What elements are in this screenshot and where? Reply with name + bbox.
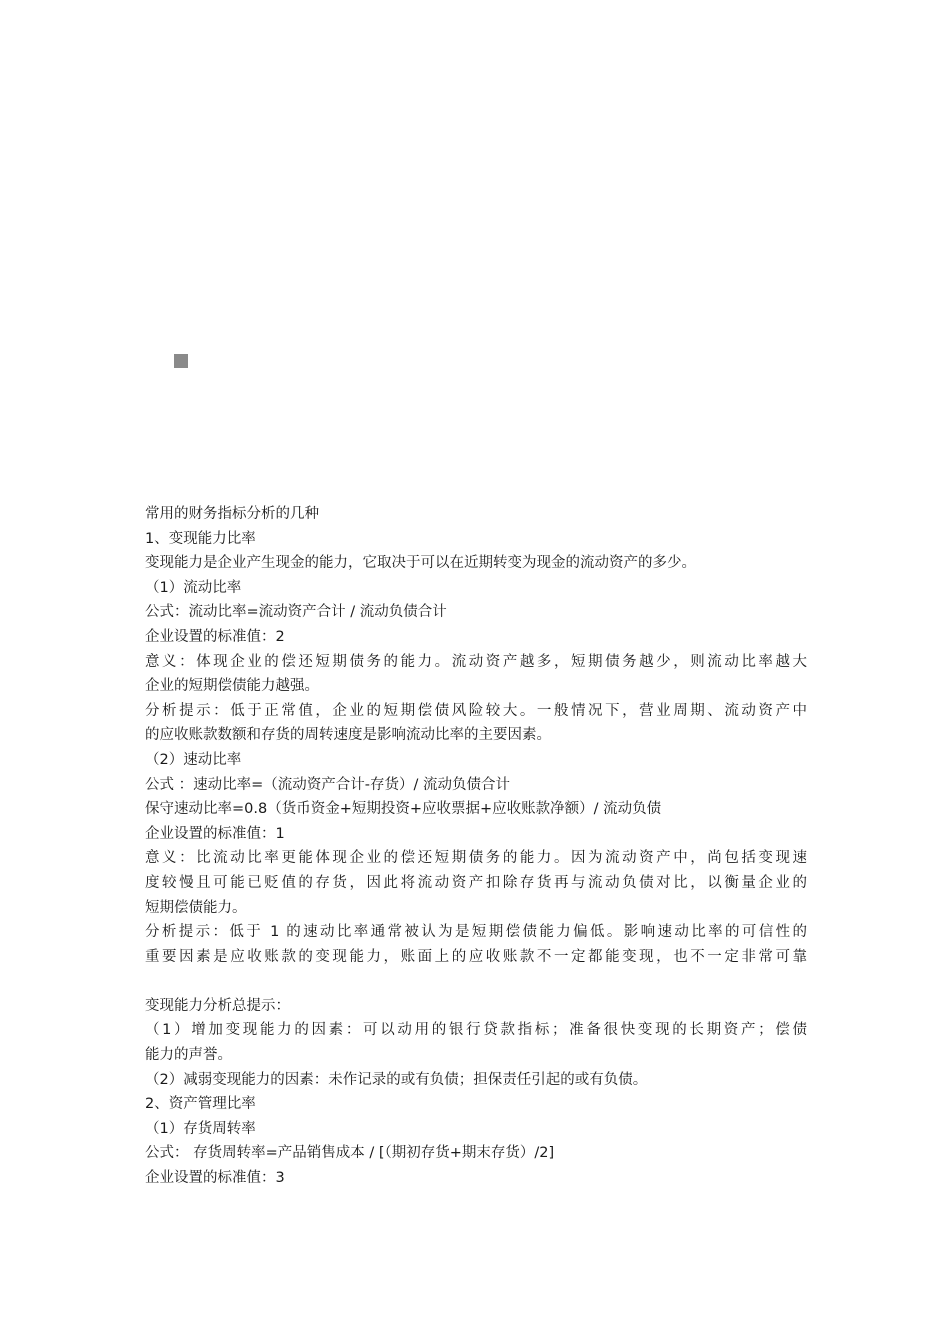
paragraph-line: 变现能力是企业产生现金的能力，它取决于可以在近期转变为现金的流动资产的多少。 xyxy=(145,555,696,572)
subsection-heading: （1）存货周转率 xyxy=(145,1120,256,1137)
paragraph-line: （1）增加变现能力的因素：可以动用的银行贷款指标；准备很快变现的长期资产；偿债 xyxy=(145,1022,807,1039)
paragraph-line: （2）减弱变现能力的因素：未作记录的或有负债；担保责任引起的或有负债。 xyxy=(145,1071,648,1088)
paragraph-line: 意义：比流动比率更能体现企业的偿还短期债务的能力。因为流动资产中，尚包括变现速 xyxy=(145,850,807,867)
section-heading: 2、资产管理比率 xyxy=(145,1096,256,1113)
blank-line xyxy=(145,969,807,994)
document-title: 常用的财务指标分析的几种 xyxy=(145,506,319,522)
standard-value-line: 企业设置的标准值：3 xyxy=(145,1170,285,1187)
formula-line: 公式：流动比率=流动资产合计 / 流动负债合计 xyxy=(145,604,447,621)
standard-value-line: 企业设置的标准值：2 xyxy=(145,628,285,645)
subsection-heading: （2）速动比率 xyxy=(145,751,242,768)
paragraph-line: 短期偿债能力。 xyxy=(145,899,247,916)
subsection-heading: （1）流动比率 xyxy=(145,579,242,596)
paragraph-line: 重要因素是应收账款的变现能力，账面上的应收账款不一定都能变现，也不一定非常可靠 xyxy=(145,948,807,965)
paragraph-line: 分析提示：低于正常值，企业的短期偿债风险较大。一般情况下，营业周期、流动资产中 xyxy=(145,702,807,719)
paragraph-line: 能力的声誉。 xyxy=(145,1047,232,1064)
formula-line: 公式 ：速动比率=（流动资产合计-存货）/ 流动负债合计 xyxy=(145,776,510,793)
paragraph-line: 企业的短期偿债能力越强。 xyxy=(145,678,319,695)
paragraph-line: 度较慢且可能已贬值的存货，因此将流动资产扣除存货再与流动负债对比，以衡量企业的 xyxy=(145,874,807,891)
document-body xyxy=(145,502,807,1191)
formula-line: 保守速动比率=0.8（货币资金+短期投资+应收票据+应收账款净额）/ 流动负债 xyxy=(145,801,662,818)
gray-square-icon xyxy=(174,354,188,368)
paragraph-line: 的应收账款数额和存货的周转速度是影响流动比率的主要因素。 xyxy=(145,727,551,744)
paragraph-line: 分析提示：低于 1 的速动比率通常被认为是短期偿债能力偏低。影响速动比率的可信性的 xyxy=(145,924,807,941)
formula-line: 公式： 存货周转率=产品销售成本 / [（期初存货+期末存货）/2] xyxy=(145,1145,555,1162)
standard-value-line: 企业设置的标准值：1 xyxy=(145,825,285,842)
paragraph-line: 意义：体现企业的偿还短期债务的能力。流动资产越多，短期债务越少，则流动比率越大 xyxy=(145,653,807,670)
section-heading: 1、变现能力比率 xyxy=(145,530,256,547)
summary-heading: 变现能力分析总提示： xyxy=(145,997,290,1014)
